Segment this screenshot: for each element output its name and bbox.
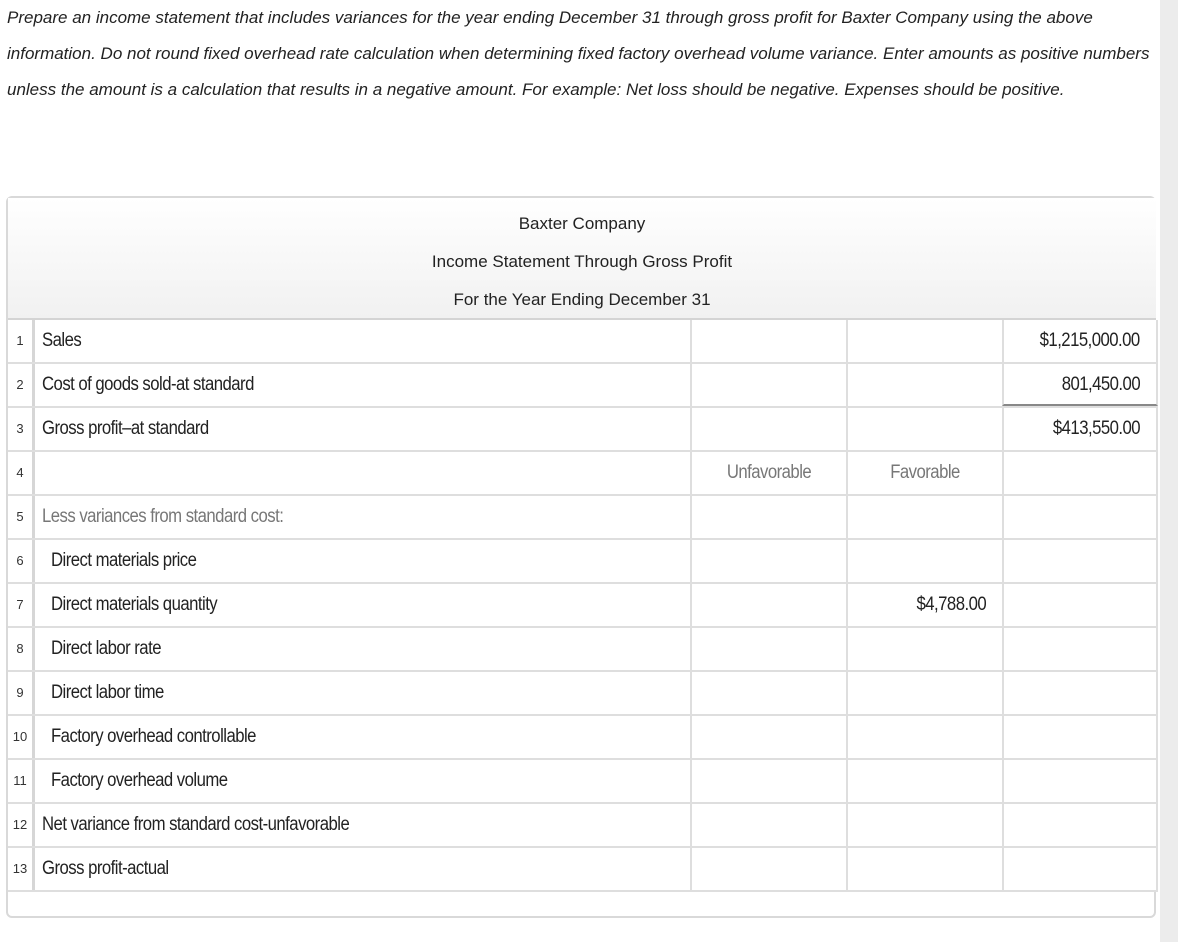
row-number: 3 [8,408,35,450]
row-number: 13 [8,848,35,890]
amount-cell[interactable] [1002,584,1158,626]
table-row [8,672,1158,716]
row-label: Factory overhead volume [51,770,228,791]
dm-quantity-favorable-amount: $4,788.00 [916,594,986,615]
favorable-cell[interactable] [846,540,1002,582]
row-label: Sales [42,330,82,351]
favorable-cell[interactable] [846,672,1002,714]
instructions-text: Prepare an income statement that includes variances for the year ending December 31 through gross profit for Baxter Company using the above information. Do not round fixed overhead rate calculation when determining fixed factory overhead volume variance. Enter amounts as positive numbers unless the amount is a calculation that results in a negative amount. For example: Net loss should be negative. Expenses should be positive. [7,8,1150,99]
table-row [8,760,1158,804]
unfavorable-cell[interactable] [690,672,846,714]
favorable-cell[interactable] [846,628,1002,670]
amount-cell[interactable] [1002,672,1158,714]
row-label: Gross profit-actual [42,858,169,879]
row-label: Direct materials quantity [51,594,218,615]
row-label: Net variance from standard cost-unfavorable [42,814,350,835]
favorable-cell[interactable] [846,848,1002,890]
company-name: Baxter Company [518,214,646,233]
amount-cell[interactable] [1002,320,1158,362]
row-label: Cost of goods sold-at standard [42,374,254,395]
cogs-amount: 801,450.00 [1061,374,1140,395]
table-row [8,628,1158,672]
favorable-cell[interactable] [846,584,1002,626]
row-label: Factory overhead controllable [51,726,256,747]
amount-cell[interactable] [1002,452,1158,494]
amount-cell[interactable] [1002,540,1158,582]
row-number: 6 [8,540,35,582]
amount-cell[interactable] [1002,760,1158,802]
unfavorable-header-cell[interactable] [690,452,846,494]
unfavorable-cell[interactable] [690,540,846,582]
row-label: Gross profit–at standard [42,418,209,439]
row-number: 7 [8,584,35,626]
unfavorable-cell[interactable] [690,408,846,450]
statement-title: Income Statement Through Gross Profit [431,252,733,271]
amount-cell[interactable] [1002,628,1158,670]
statement-table [8,320,1158,892]
table-row [8,716,1158,760]
unfavorable-cell[interactable] [690,848,846,890]
favorable-cell[interactable] [846,320,1002,362]
row-number: 12 [8,804,35,846]
unfavorable-cell[interactable] [690,628,846,670]
favorable-column-label: Favorable [890,462,960,483]
row-number: 1 [8,320,35,362]
amount-cell[interactable] [1002,364,1158,406]
favorable-cell[interactable] [846,364,1002,406]
row-label: Direct labor time [51,682,164,703]
row-number: 5 [8,496,35,538]
favorable-cell[interactable] [846,496,1002,538]
unfavorable-cell[interactable] [690,716,846,758]
table-row [8,848,1158,892]
row-label: Less variances from standard cost: [42,506,284,527]
table-row [8,408,1158,452]
amount-cell[interactable] [1002,496,1158,538]
favorable-header-cell[interactable] [846,452,1002,494]
row-number: 8 [8,628,35,670]
unfavorable-cell[interactable] [690,496,846,538]
unfavorable-cell[interactable] [690,320,846,362]
favorable-cell[interactable] [846,760,1002,802]
row-number: 11 [8,760,35,802]
row-number: 10 [8,716,35,758]
table-row [8,496,1158,540]
row-number: 2 [8,364,35,406]
scrollbar-track[interactable] [1160,0,1178,942]
favorable-cell[interactable] [846,716,1002,758]
amount-cell[interactable] [1002,848,1158,890]
unfavorable-cell[interactable] [690,804,846,846]
favorable-cell[interactable] [846,408,1002,450]
row-number: 9 [8,672,35,714]
amount-cell[interactable] [1002,716,1158,758]
table-row [8,320,1158,364]
row-number: 4 [8,452,35,494]
unfavorable-cell[interactable] [690,584,846,626]
row-label: Direct materials price [51,550,197,571]
sales-amount: $1,215,000.00 [1039,330,1140,351]
table-row [8,452,1158,496]
unfavorable-cell[interactable] [690,760,846,802]
favorable-cell[interactable] [846,804,1002,846]
table-row [8,540,1158,584]
gross-profit-standard-amount: $413,550.00 [1052,418,1140,439]
table-row [8,584,1158,628]
table-row [8,364,1158,408]
row-label: Direct labor rate [51,638,161,659]
amount-cell[interactable] [1002,804,1158,846]
statement-header [8,198,1156,320]
table-row [8,804,1158,848]
unfavorable-cell[interactable] [690,364,846,406]
statement-period: For the Year Ending December 31 [453,290,711,309]
unfavorable-column-label: Unfavorable [726,462,812,483]
amount-cell[interactable] [1002,408,1158,450]
